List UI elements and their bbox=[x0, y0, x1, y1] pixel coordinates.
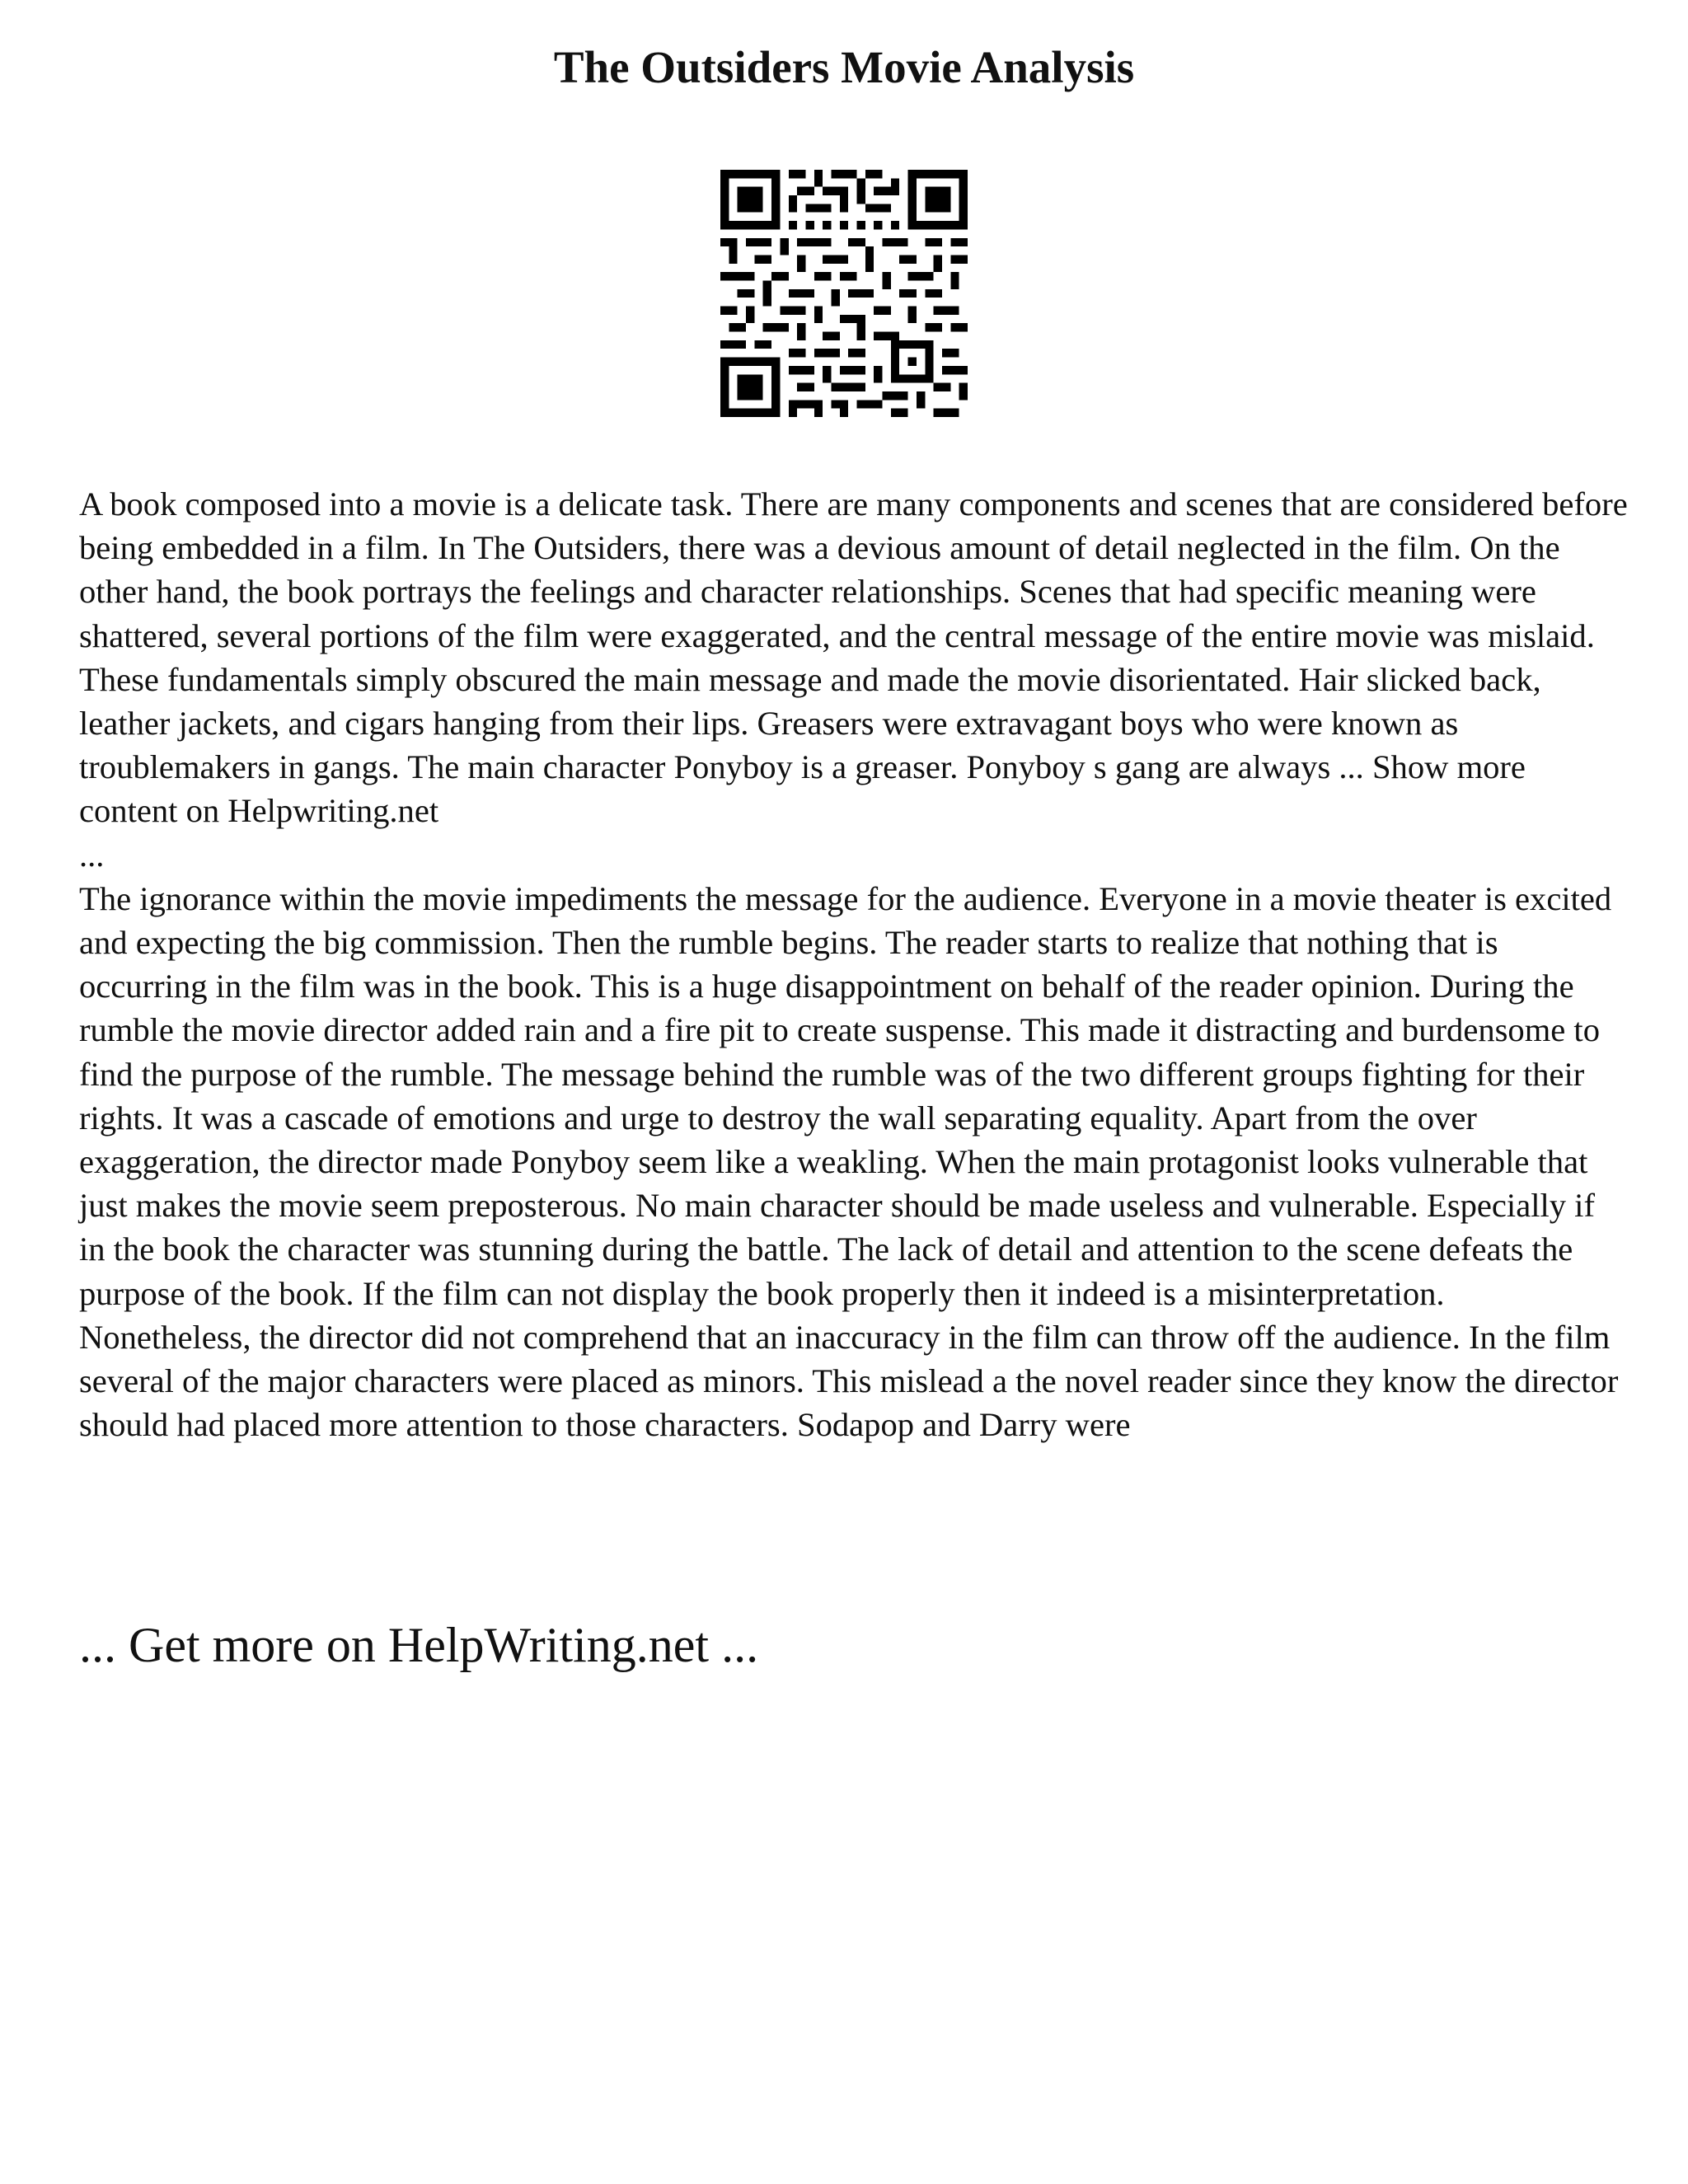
paragraph-ellipsis: ... bbox=[79, 836, 105, 874]
paragraph-2: The ignorance within the movie impediments the message for the audience. Everyone in a movie theater is excited and expecting the big commission. Then the rumble begins. The reader starts to realize that nothing that is occurring in the film was in the book. This is a huge disappointment on behalf of the reader opinion. During the rumble the movie director added rain and a fire pit to create suspense. This made it distracting and burdensome to find the purpose of the rumble. The message behind the rumble was of the two different groups fighting for their rights. It was a cascade of emotions and urge to destroy the wall separating equality. Apart from the over exaggeration, the director made Ponyboy seem like a weakling. When the main protagonist looks vulnerable that just makes the movie seem preposterous. No main character should be made useless and vulnerable. Especially if in the book the character was stunning during the battle. The lack of detail and attention to the scene defeats the purpose of the book. If the film can not display the book properly then it indeed is a misinterpretation. bbox=[79, 879, 1612, 1312]
paragraph-1: A book composed into a movie is a delicate task. There are many components and scenes that are considered before being embedded in a film. In The Outsiders, there was a devious amount of detail neglected in the film. On the other hand, the book portrays the feelings and character relationships. Scenes that had specific meaning were shattered, several portions of the film were exaggerated, and the central message of the entire movie was mislaid. These fundamentals simply obscured the main message and made the movie disorientated. Hair slicked back, leather jackets, and cigars hanging from their lips. Greasers were extravagant boys who were known as troublemakers in gangs. The main character Ponyboy is a greaser. Ponyboy s gang are always ... Show more content on Helpwriting.net bbox=[79, 485, 1628, 830]
paragraph-3: Nonetheless, the director did not comprehend that an inaccuracy in the film can throw off the audience. In the film several of the major characters were placed as minors. This mislead a the novel reader since they know the director should had placed more attention to those characters. Sodapop and Darry were bbox=[79, 1318, 1619, 1444]
qr-code-icon bbox=[720, 170, 968, 417]
article-body bbox=[79, 482, 1629, 1446]
get-more-link[interactable]: ... Get more on HelpWriting.net ... bbox=[79, 1618, 759, 1672]
qr-code-image bbox=[720, 170, 968, 417]
page-title: The Outsiders Movie Analysis bbox=[553, 42, 1135, 92]
